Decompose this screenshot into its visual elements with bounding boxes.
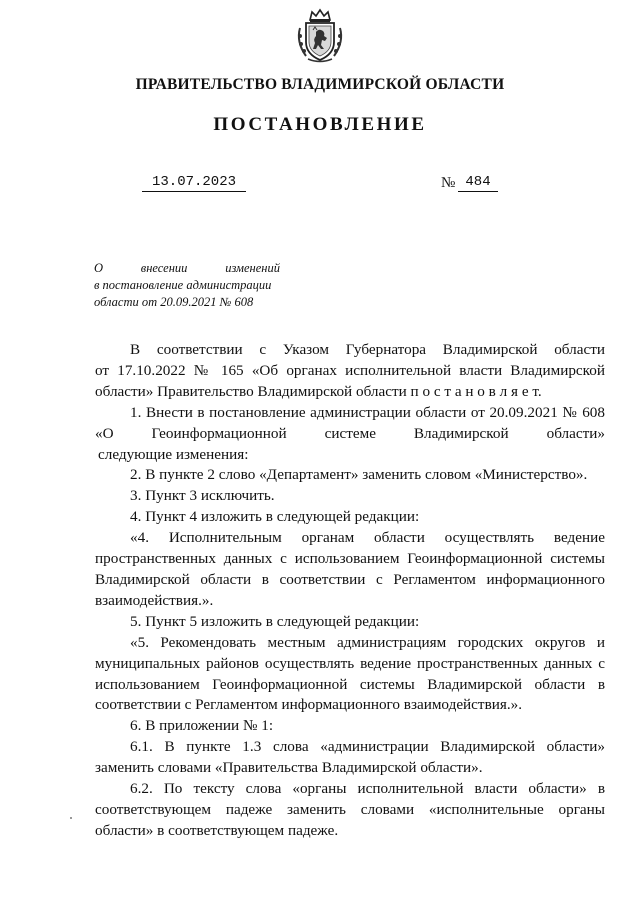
item-4: 4. Пункт 4 изложить в следующей редакции: xyxy=(130,508,420,526)
item-1: 1. Внести в постановление администрации области от 20.09.2021 № 608 «О Геоинформационной системе Владимирской области» следующие изменения: xyxy=(95,403,605,463)
item-5: 5. Пункт 5 изложить в следующей редакции: xyxy=(130,612,420,630)
document-type-title: ПОСТАНОВЛЕНИЕ xyxy=(213,114,427,135)
scan-speck xyxy=(70,817,72,819)
document-date: 13.07.2023 xyxy=(142,174,246,192)
document-subject xyxy=(94,260,280,311)
coat-of-arms-icon xyxy=(292,6,348,64)
item-4-quote: «4. Исполнительным органам области осуществлять ведение пространственных данных с использованием Геоинформационной системы Владимирской области в соответствии с Регламентом информационного взаимодействия.». xyxy=(95,529,605,609)
item-6-2: 6.2. По тексту слова «органы исполнительной власти области» в соответствующем падеже заменить словами «исполнительные органы области» в соответствующем падеже. xyxy=(95,780,605,839)
item-6-1: 6.1. В пункте 1.3 слова «администрации Владимирской области» заменить словами «Правительства Владимирской области». xyxy=(95,738,605,777)
item-3: 3. Пункт 3 исключить. xyxy=(130,487,275,505)
item-6: 6. В приложении № 1: xyxy=(130,717,274,735)
subject-line-2: в постановление администрации xyxy=(94,278,272,292)
document-number: 484 xyxy=(458,174,498,192)
subject-line-1: О внесении изменений xyxy=(94,261,280,275)
item-5-quote: «5. Рекомендовать местным администрациям городских округов и муниципальных районов осуществлять ведение пространственных данных с использованием Геоинформационной системы Владимирской области в соответствии с Регламентом информационного взаимодействия.». xyxy=(95,633,605,714)
document-body xyxy=(95,340,605,842)
document-number-label: № xyxy=(441,175,456,191)
government-title: ПРАВИТЕЛЬСТВО ВЛАДИМИРСКОЙ ОБЛАСТИ xyxy=(135,76,505,93)
subject-line-3: области от 20.09.2021 № 608 xyxy=(94,295,254,309)
preamble-paragraph: В соответствии с Указом Губернатора Владимирской области от 17.10.2022 № 165 «Об органах исполнительной власти Владимирской области» Правительство Владимирской области п о с т а н о в л я е т. xyxy=(95,341,605,400)
item-2: 2. В пункте 2 слово «Департамент» заменить словом «Министерство». xyxy=(130,466,588,484)
